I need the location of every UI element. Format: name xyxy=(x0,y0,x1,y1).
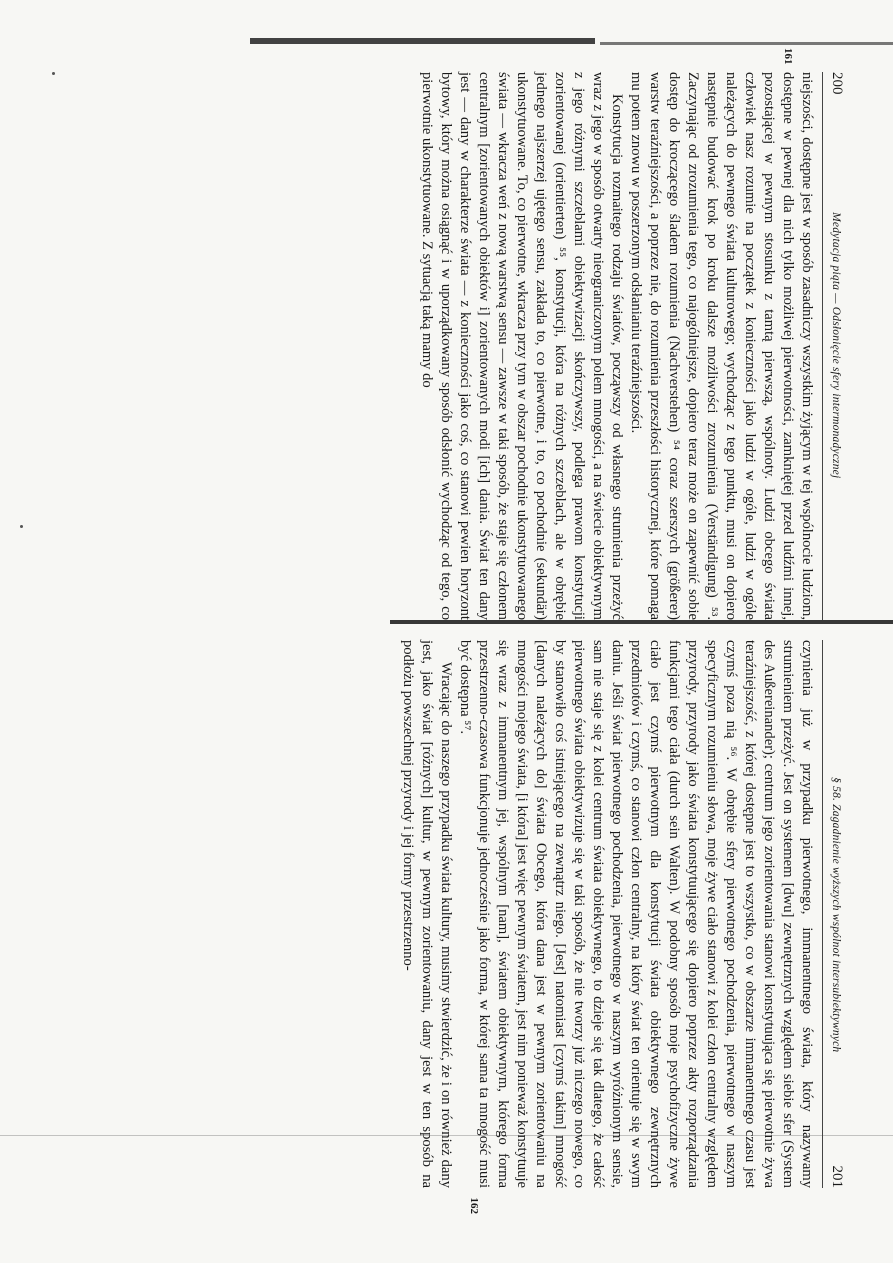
left-page xyxy=(85,48,845,620)
right-page xyxy=(85,640,845,1214)
running-head: Medytacja piąta — Odsłonięcie sfery intermonadycznej xyxy=(830,212,842,479)
margin-number: 162 xyxy=(468,1197,480,1214)
scan-speck xyxy=(20,525,23,528)
scan-edge-top-left xyxy=(250,38,595,44)
paragraph: Konstytucja rozmaitego rodzaju światów, począwszy od własnego strumienia przeżyć wraz z jego w sposób otwarty nieograniczonym polem mnogości, a na świecie obiektywnym z jego różnymi szczeblami obiektywizacji skończywszy, podlega prawom konstytucji zorientowanej (orientierten) ⁵⁵, konstytucji, która na różnych szczeblach, ale w obrębie jednego najszerzej ujętego sensu, zakłada to, co pierwotne, i to, co pochodnie (sekundär) ukonstytuowane. To, co pierwotne, wkracza przy tym w obszar pochodnie ukonstytuowanego świata — wkracza weń z nową warstwą sensu — zawsze w taki sposób, że staje się członem centralnym [zorientowanych obiektów i] zorientowanych modi [ich] dania. Świat ten dany jest — dany w charakterze świata — z konieczności jako coś, co stanowi pewien horyzont bytowy, który można osiągnąć i w uporządkowany sposób odsłonić wychodząc od tego, co pierwotnie ukonstytuowane. Z sytuacją taką mamy do xyxy=(419,72,625,620)
page-header xyxy=(822,72,845,620)
scan-edge-middle xyxy=(390,620,893,624)
scan-edge-top-right xyxy=(600,42,893,45)
margin-number: 161 xyxy=(782,48,794,65)
paragraph: Wracając do naszego przypadku świata kultury, musimy stwierdzić, że i on również dany jest, jako świat [różnych] kultur, w pewnym zorientowaniu, dany jest w ten sposób na podłożu powszechnej przyrody i jej formy przestrzenno- xyxy=(400,640,454,1188)
scan-speck xyxy=(52,72,55,75)
paragraph: niejszości, dostępne jest w sposób zasadniczy wszystkim żyjącym w tej wspólnocie ludziom, dostępne w pewnej dla nich tylko możliwej pierwotności, zamkniętej przed ludźmi innej, pozostającej w pewnym stosunku z tamtą pierwszą, wspólnoty. Ludzi obcego świata człowiek nasz rozumie na początek z konieczności jako ludzi w ogóle, ludzi w ogóle należących do pewnego świata kulturowego; wychodząc z tego punktu, musi on dopiero następnie budować krok po kroku dalsze możliwości zrozumienia (Verständigung) ⁵³. Zaczynając od zrozumienia tego, co najogólniejsze, dopiero teraz może on zapewnić sobie dostęp do kroczącego śladem rozumienia (Nachverstehen) ⁵⁴ coraz szerszych (größerer) warstw teraźniejszości, a poprzez nie, do rozumienia przeszłości historycznej, które pomaga mu potem znowu w poszerzonym odsłanianiu teraźniejszości. xyxy=(628,72,815,620)
page-body xyxy=(417,48,816,620)
paragraph: czynienia już w przypadku pierwotnego, immanentnego świata, który nazywamy strumieniem przeżyć. Jest on systemem [dwu] zewnętrznych względem siebie sfer (System des Außereinander); centrum jego zorientowania stanowi konstytuująca się pierwotnie żywa teraźniejszość, z której dostępne jest to wszystko, co w obszarze immanentnego czasu jest czymś poza nią ⁵⁶. W obrębie sfery pierwotnego pochodzenia, pierwotnego w naszym specyficznym rozumieniu słowa, moje żywe ciało stanowi z kolei człon centralny względem przyrody, przyrody jako świata konstytuującego się dopiero poprzez akty rozporządzania funkcjami tego ciała (durch sein Walten). W podobny sposób moje psychofizyczne żywe ciało jest czymś pierwotnym dla konstytucji świata obiektywnego zewnętrznych przedmiotów i czymś, co stanowi człon centralny, na który świat ten orientuje się w swym daniu. Jeśli świat pierwotnego pochodzenia, pierwotnego w naszym wyróżnionym sensie, sam nie staje się z kolei centrum świata obiektywnego, to dzieje się tak dlatego, że całość pierwotnego świata obiektywizuje się w taki sposób, że nie tworzy już niczego nowego, co by stanowiło coś istniejącego na zewnątrz niego. [Jest] natomiast [czymś takim] mnogość [danych należących do] świata Obcego, która dana jest w pewnym zorientowaniu na mnogości mojego świata, [i która] jest więc pewnym światem, jest nim ponieważ konstytuuje się wraz z immanentnym jej, wspólnym [nam], światem obiektywnym, którego forma przestrzenno-czasowa funkcjonuje jednocześnie jako forma, w której sama ta mnogość musi być dostępna ⁵⁷. xyxy=(457,640,815,1188)
running-head: § 58. Zagadnienie wyższych wspólnot intersubiektywnych xyxy=(830,777,842,1053)
page-body xyxy=(398,640,816,1214)
page-number: 200 xyxy=(829,72,845,95)
page-number: 201 xyxy=(829,1165,845,1188)
page-header xyxy=(822,640,845,1188)
